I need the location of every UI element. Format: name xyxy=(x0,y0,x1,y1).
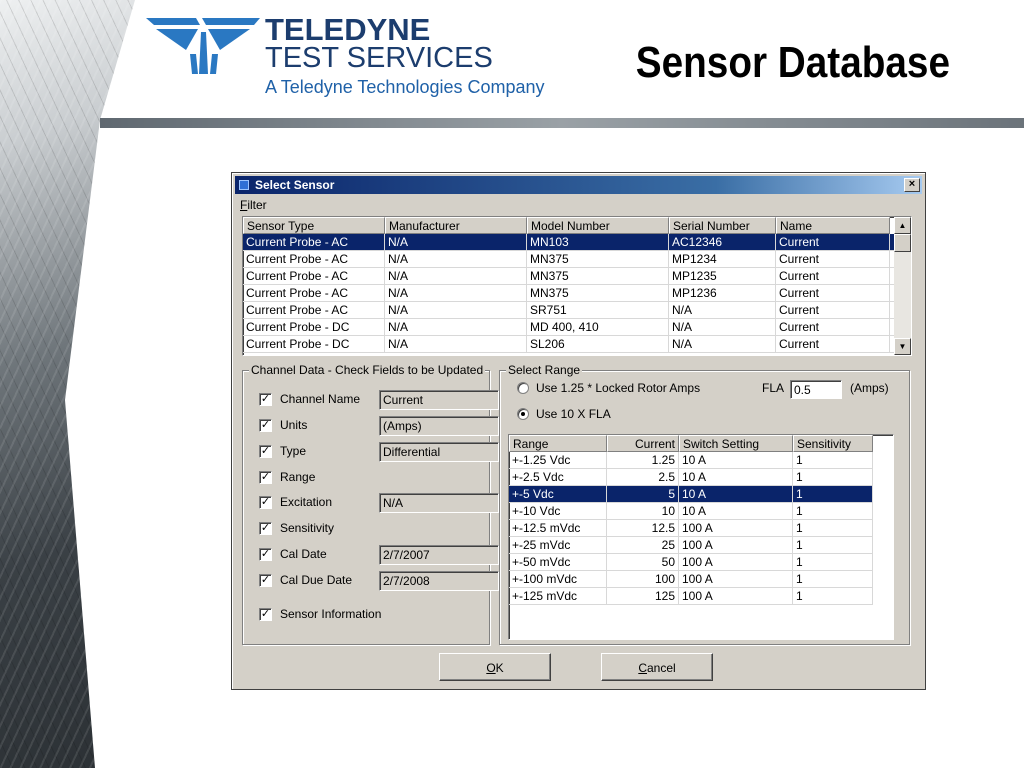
checkbox[interactable]: ✓ xyxy=(260,574,271,586)
range-table[interactable] xyxy=(508,434,894,640)
table-cell: Current Probe - AC xyxy=(243,285,385,301)
table-cell: +-5 Vdc xyxy=(509,486,607,502)
range-table-header xyxy=(509,435,893,452)
table-cell: +-50 mVdc xyxy=(509,554,607,570)
checkbox-label: Units xyxy=(280,418,308,432)
channel-field-row xyxy=(259,493,499,513)
table-cell: N/A xyxy=(385,234,527,250)
table-cell: 1 xyxy=(793,571,873,587)
table-cell: Current Probe - AC xyxy=(243,268,385,284)
table-cell: N/A xyxy=(385,319,527,335)
logo-tagline: A Teledyne Technologies Company xyxy=(265,77,545,97)
table-cell: 100 A xyxy=(679,571,793,587)
range-group-title: Select Range xyxy=(508,363,581,377)
table-cell: 1 xyxy=(793,520,873,536)
table-cell: Current xyxy=(776,251,890,267)
app-icon xyxy=(239,180,249,190)
table-cell: 10 A xyxy=(679,469,793,485)
cancel-button[interactable] xyxy=(601,653,713,681)
table-cell: 1.25 xyxy=(607,452,679,468)
channel-field-row xyxy=(259,571,499,591)
table-cell: 50 xyxy=(607,554,679,570)
channel-field-row xyxy=(259,390,499,410)
table-cell: 1 xyxy=(793,554,873,570)
table-cell: 100 xyxy=(607,571,679,587)
table-row[interactable] xyxy=(509,554,873,571)
table-cell: SL206 xyxy=(527,336,669,352)
table-row[interactable] xyxy=(509,537,873,554)
checkbox[interactable]: ✓ xyxy=(260,419,271,431)
channel-field-value: 2/7/2008 xyxy=(379,571,499,591)
checkbox[interactable]: ✓ xyxy=(260,608,271,620)
channel-field-row xyxy=(259,468,499,488)
table-cell: Current xyxy=(776,319,890,335)
column-header[interactable]: Name xyxy=(776,217,890,234)
table-cell: N/A xyxy=(669,319,776,335)
logo-text-teledyne: TELEDYNE xyxy=(265,12,431,47)
table-cell: MD 400, 410 xyxy=(527,319,669,335)
table-cell: 1 xyxy=(793,452,873,468)
scroll-down-icon[interactable]: ▼ xyxy=(894,338,911,355)
table-cell: 1 xyxy=(793,588,873,604)
table-row[interactable] xyxy=(243,251,911,268)
table-cell: Current xyxy=(776,268,890,284)
table-cell: 25 xyxy=(607,537,679,553)
select-range-group xyxy=(499,363,910,645)
table-row[interactable] xyxy=(509,520,873,537)
table-cell: 1 xyxy=(793,537,873,553)
dialog-titlebar[interactable] xyxy=(235,176,922,194)
table-row[interactable] xyxy=(509,486,873,503)
table-cell: +-100 mVdc xyxy=(509,571,607,587)
table-row[interactable] xyxy=(243,234,911,251)
slide-background-panel xyxy=(0,0,140,768)
checkbox-label: Range xyxy=(280,470,316,484)
header-divider-bar xyxy=(100,118,1024,128)
table-cell: +-125 mVdc xyxy=(509,588,607,604)
column-header[interactable]: Sensitivity xyxy=(793,435,873,452)
checkbox[interactable]: ✓ xyxy=(260,393,271,405)
checkbox[interactable]: ✓ xyxy=(260,471,271,483)
table-cell: +-12.5 mVdc xyxy=(509,520,607,536)
table-cell: MN103 xyxy=(527,234,669,250)
checkbox-label: Channel Name xyxy=(280,392,361,406)
checkbox-label: Cal Date xyxy=(280,547,327,561)
channel-field-value: 2/7/2007 xyxy=(379,545,499,565)
filter-label-text: ilter xyxy=(247,198,267,212)
table-cell: 12.5 xyxy=(607,520,679,536)
checkbox[interactable]: ✓ xyxy=(260,548,271,560)
checkbox-label: Type xyxy=(280,444,307,458)
table-cell: +-1.25 Vdc xyxy=(509,452,607,468)
table-cell: 1 xyxy=(793,469,873,485)
column-header[interactable]: Switch Setting xyxy=(679,435,793,452)
ok-label: K xyxy=(495,661,504,675)
table-row[interactable] xyxy=(509,571,873,588)
checkbox-label: Sensitivity xyxy=(280,521,335,535)
table-row[interactable] xyxy=(243,319,911,336)
channel-field-value: Differential xyxy=(379,442,499,462)
channel-data-group xyxy=(242,363,490,645)
table-cell: Current Probe - AC xyxy=(243,302,385,318)
column-header[interactable]: Range xyxy=(509,435,607,452)
channel-group-title: Channel Data - Check Fields to be Updated xyxy=(251,363,484,377)
channel-field-row xyxy=(259,416,499,436)
table-cell: N/A xyxy=(669,302,776,318)
table-cell: 100 A xyxy=(679,520,793,536)
ok-button[interactable] xyxy=(439,653,551,681)
cancel-label: ancel xyxy=(646,661,676,675)
checkbox[interactable]: ✓ xyxy=(260,496,271,508)
column-header[interactable]: Sensor Type xyxy=(243,217,385,234)
checkbox[interactable]: ✓ xyxy=(260,445,271,457)
table-cell: Current xyxy=(776,336,890,352)
table-cell: 125 xyxy=(607,588,679,604)
column-header[interactable]: Serial Number xyxy=(669,217,776,234)
table-cell: 10 xyxy=(607,503,679,519)
select-sensor-dialog xyxy=(231,172,926,690)
table-cell: Current Probe - DC xyxy=(243,319,385,335)
table-cell: N/A xyxy=(669,336,776,352)
teledyne-logo-icon xyxy=(146,18,260,76)
column-header[interactable]: Model Number xyxy=(527,217,669,234)
dialog-title: Select Sensor xyxy=(255,178,335,192)
table-cell: Current xyxy=(776,234,890,250)
table-cell: MN375 xyxy=(527,251,669,267)
column-header[interactable]: Current xyxy=(607,435,679,452)
table-cell: Current xyxy=(776,285,890,301)
table-cell: AC12346 xyxy=(669,234,776,250)
checkbox-label: Excitation xyxy=(280,495,333,509)
table-row[interactable] xyxy=(243,302,911,319)
table-cell: 1 xyxy=(793,486,873,502)
table-row[interactable] xyxy=(243,336,911,353)
table-row[interactable] xyxy=(243,285,911,302)
slide-title: Sensor Database xyxy=(635,38,950,87)
table-cell: SR751 xyxy=(527,302,669,318)
table-cell: Current Probe - AC xyxy=(243,234,385,250)
channel-field-value: N/A xyxy=(379,493,499,513)
sensor-table-header xyxy=(243,217,911,234)
table-cell: 10 A xyxy=(679,486,793,502)
table-cell: 5 xyxy=(607,486,679,502)
table-cell: +-25 mVdc xyxy=(509,537,607,553)
locked-rotor-radio[interactable] xyxy=(517,382,529,394)
table-row[interactable] xyxy=(509,588,873,605)
table-cell: Current Probe - AC xyxy=(243,251,385,267)
logo-text-test-services: TEST SERVICES xyxy=(265,42,493,74)
table-cell: 100 A xyxy=(679,554,793,570)
filter-accel-key: F xyxy=(240,198,248,212)
table-row[interactable] xyxy=(509,503,873,520)
channel-field-row xyxy=(259,519,499,539)
checkbox-label: Cal Due Date xyxy=(280,573,353,587)
sensor-table[interactable] xyxy=(242,216,912,356)
fla-radio[interactable] xyxy=(517,408,529,420)
table-cell: MN375 xyxy=(527,285,669,301)
channel-field-row xyxy=(259,605,499,625)
sensor-table-scrollbar[interactable] xyxy=(894,217,911,355)
table-cell: N/A xyxy=(385,285,527,301)
channel-field-value: (Amps) xyxy=(379,416,499,436)
table-cell: MP1235 xyxy=(669,268,776,284)
table-cell: N/A xyxy=(385,268,527,284)
cancel-accel-key: C xyxy=(638,661,647,675)
table-cell: N/A xyxy=(385,302,527,318)
table-cell: 1 xyxy=(793,503,873,519)
locked-rotor-label: Use 1.25 * Locked Rotor Amps xyxy=(536,381,701,395)
table-cell: 100 A xyxy=(679,588,793,604)
filter-menu[interactable] xyxy=(240,198,267,212)
scroll-thumb[interactable] xyxy=(894,234,911,252)
table-cell: MP1234 xyxy=(669,251,776,267)
fla-input[interactable] xyxy=(790,380,842,399)
channel-field-row xyxy=(259,545,499,565)
table-row[interactable] xyxy=(509,469,873,486)
fla-option-label: Use 10 X FLA xyxy=(536,407,611,421)
table-cell: Current Probe - DC xyxy=(243,336,385,352)
channel-field-row xyxy=(259,442,499,462)
scroll-up-icon[interactable]: ▲ xyxy=(894,217,911,234)
table-row[interactable] xyxy=(243,268,911,285)
table-cell: +-2.5 Vdc xyxy=(509,469,607,485)
channel-field-value: Current xyxy=(379,390,499,410)
ok-accel-key: O xyxy=(486,661,496,675)
background-texture xyxy=(0,0,140,768)
table-cell: N/A xyxy=(385,336,527,352)
range-table-body xyxy=(509,452,893,605)
table-cell: N/A xyxy=(385,251,527,267)
fla-label: FLA xyxy=(762,381,785,395)
table-cell: 10 A xyxy=(679,452,793,468)
table-cell: +-10 Vdc xyxy=(509,503,607,519)
table-cell: MP1236 xyxy=(669,285,776,301)
table-cell: 2.5 xyxy=(607,469,679,485)
table-cell: MN375 xyxy=(527,268,669,284)
table-row[interactable] xyxy=(509,452,873,469)
sensor-table-body xyxy=(243,234,911,353)
checkbox[interactable]: ✓ xyxy=(260,522,271,534)
checkbox-label: Sensor Information xyxy=(280,607,382,621)
table-cell: 10 A xyxy=(679,503,793,519)
close-button[interactable]: × xyxy=(904,178,920,192)
table-cell: Current xyxy=(776,302,890,318)
fla-units-label: (Amps) xyxy=(850,381,889,395)
table-cell: 100 A xyxy=(679,537,793,553)
column-header[interactable]: Manufacturer xyxy=(385,217,527,234)
